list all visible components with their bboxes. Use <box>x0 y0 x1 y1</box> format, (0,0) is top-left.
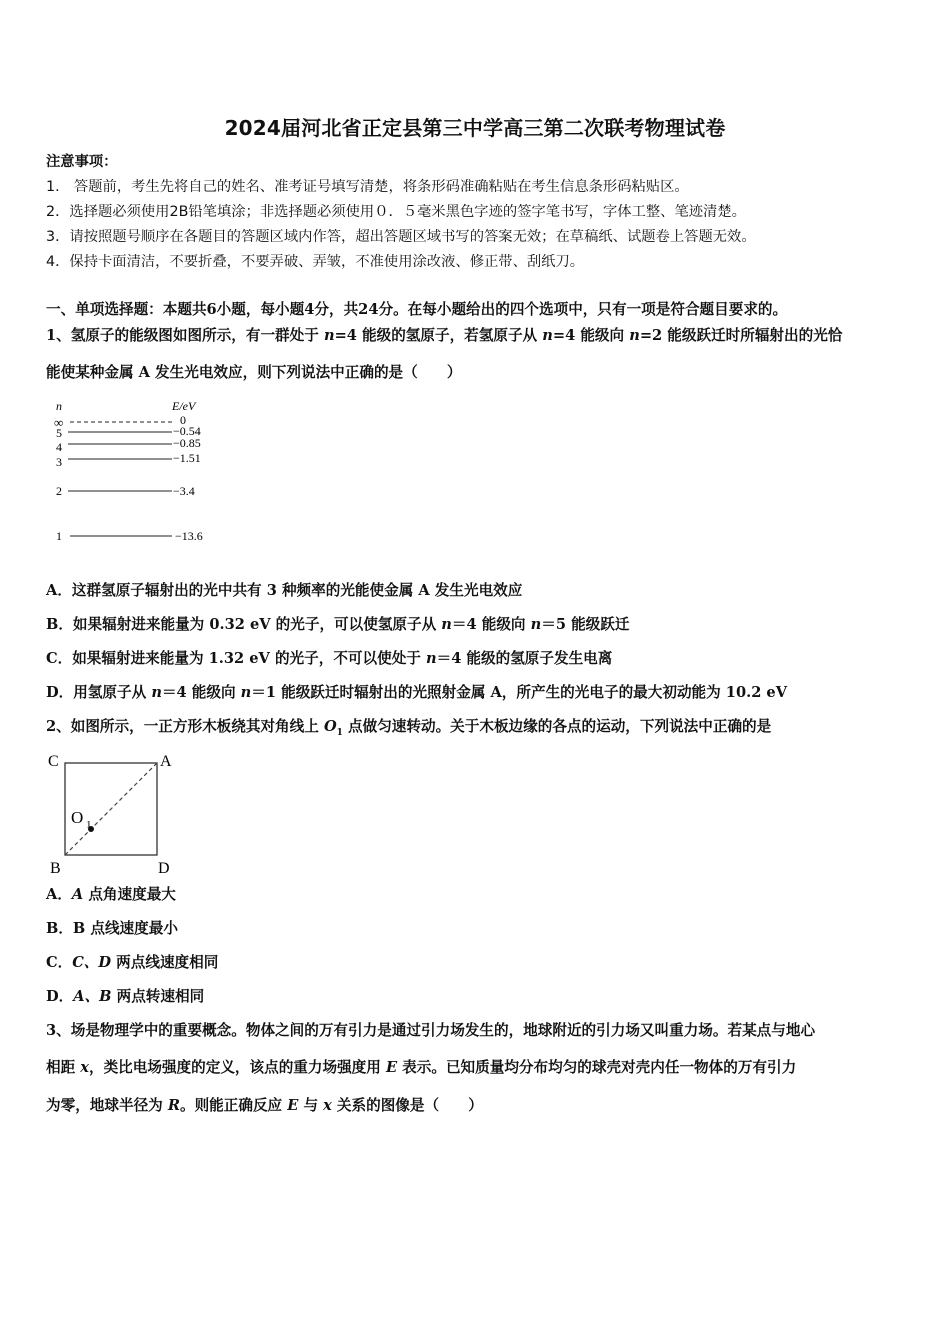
svg-text:E/eV: E/eV <box>172 399 196 413</box>
energy-level-diagram <box>50 395 220 554</box>
svg-text:1: 1 <box>56 529 62 543</box>
svg-text:B: B <box>50 860 61 876</box>
svg-text:5: 5 <box>56 426 62 440</box>
svg-text:−0.54: −0.54 <box>173 424 201 438</box>
svg-text:D: D <box>158 860 170 876</box>
q2-option-a[interactable]: A．A 点角速度最大 <box>46 886 176 903</box>
svg-text:−3.4: −3.4 <box>173 484 195 498</box>
notice-item-4: 4．保持卡面清洁，不要折叠，不要弄破、弄皱，不准使用涂改液、修正带、刮纸刀。 <box>46 254 585 270</box>
q2-option-b[interactable]: B．B 点线速度最小 <box>46 920 178 937</box>
q2-stem: 2、如图所示，一正方形木板绕其对角线上 $O_1$ 点做匀速转动。关于木板边缘的各点的运动，下列说法中正确的是 <box>46 718 772 738</box>
svg-text:0: 0 <box>180 413 186 427</box>
svg-text:n: n <box>56 399 62 413</box>
notice-heading: 注意事项： <box>46 154 118 170</box>
svg-text:4: 4 <box>56 440 62 454</box>
q1-option-b[interactable]: B．如果辐射进来能量为 0.32 eV 的光子，可以使氢原子从 n＝4 能级向 n＝5 能级跃迁 <box>46 616 630 633</box>
q1-option-c[interactable]: C．如果辐射进来能量为 1.32 eV 的光子，不可以使处于 n＝4 能级的氢原子发生电离 <box>46 650 613 667</box>
svg-text:−1.51: −1.51 <box>173 451 201 465</box>
q2-option-d[interactable]: D．A、B 两点转速相同 <box>46 988 205 1005</box>
svg-text:−13.6: −13.6 <box>175 529 203 543</box>
q3-stem-line1: 3、场是物理学中的重要概念。物体之间的万有引力是通过引力场发生的，地球附近的引力场又叫重力场。若某点与地心 <box>46 1022 816 1039</box>
svg-text:−0.85: −0.85 <box>173 436 201 450</box>
svg-text:A: A <box>160 753 172 770</box>
svg-text:2: 2 <box>56 484 62 498</box>
q1-stem-line2: 能使某种金属 A 发生光电效应，则下列说法中正确的是（ ） <box>46 364 462 381</box>
notice-item-3: 3．请按照题号顺序在各题目的答题区域内作答，超出答题区域书写的答案无效；在草稿纸、试题卷上答题无效。 <box>46 229 756 245</box>
q2-option-c[interactable]: C．C、D 两点线速度相同 <box>46 954 219 971</box>
square-board-diagram <box>44 748 194 880</box>
section-heading: 一、单项选择题：本题共6小题，每小题4分，共24分。在每小题给出的四个选项中，只有一项是符合题目要求的。 <box>46 301 788 318</box>
svg-text:O: O <box>71 808 84 827</box>
svg-text:1: 1 <box>86 819 92 831</box>
q1-stem-line1: 1、氢原子的能级图如图所示，有一群处于 n=4 能级的氢原子，若氢原子从 n=4 能级向 n=2 能级跃迁时所辐射出的光恰 <box>46 327 843 344</box>
notice-item-1: 1. 答题前，考生先将自己的姓名、准考证号填写清楚，将条形码准确粘贴在考生信息条形码粘贴区。 <box>46 179 689 195</box>
svg-text:3: 3 <box>56 455 62 469</box>
page-title: 2024届河北省正定县第三中学高三第二次联考物理试卷 <box>224 116 726 140</box>
q3-stem-line2: 相距 x，类比电场强度的定义，该点的重力场强度用 E 表示。已知质量均分布均匀的球壳对壳内任一物体的万有引力 <box>46 1059 797 1076</box>
svg-text:C: C <box>48 753 59 770</box>
notice-item-2: 2．选择题必须使用2B铅笔填涂；非选择题必须使用０．５毫米黑色字迹的签字笔书写，字体工整、笔迹清楚。 <box>46 204 746 220</box>
svg-text:∞: ∞ <box>54 415 64 430</box>
q1-option-a[interactable]: A．这群氢原子辐射出的光中共有 3 种频率的光能使金属 A 发生光电效应 <box>46 582 523 599</box>
q1-option-d[interactable]: D．用氢原子从 n＝4 能级向 n＝1 能级跃迁时辐射出的光照射金属 A，所产生的光电子的最大初动能为 10.2 eV <box>46 684 788 701</box>
q3-stem-line3: 为零，地球半径为 R。则能正确反应 E 与 x 关系的图像是（ ） <box>46 1097 483 1114</box>
